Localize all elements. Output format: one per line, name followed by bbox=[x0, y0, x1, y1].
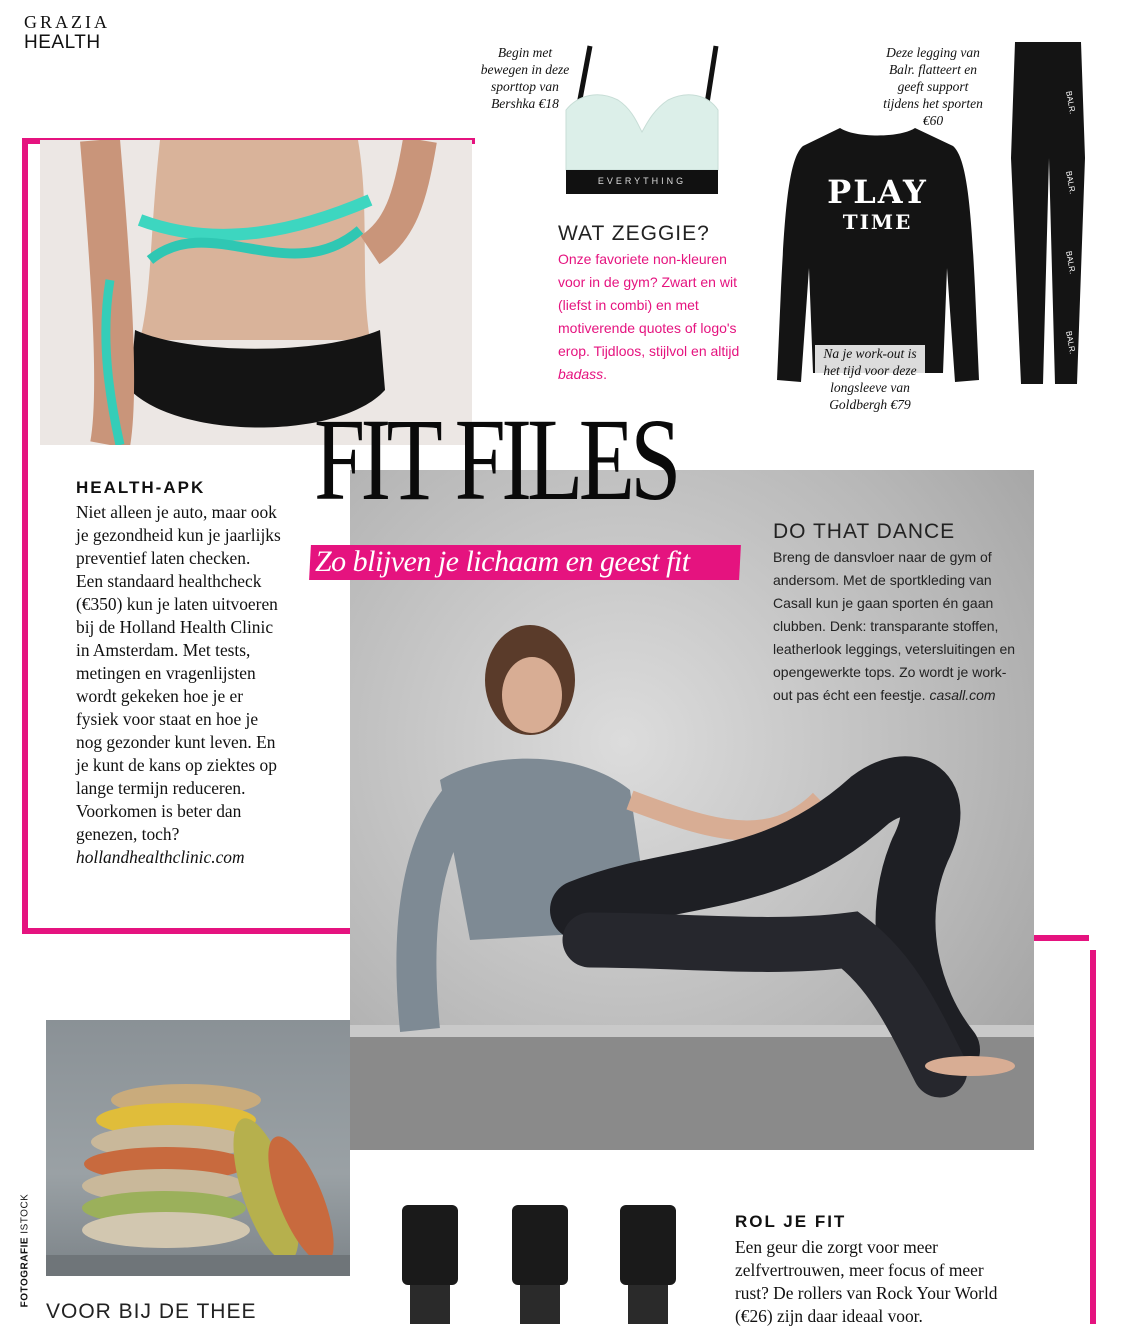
dance-link[interactable]: casall.com bbox=[929, 687, 996, 703]
biscuits-illustration bbox=[46, 1020, 350, 1276]
health-apk-text: Niet alleen je auto, maar ook je gezondheid kun je jaarlijks preventief laten checken. Een standaard healthcheck (€350) kun je laten uitvoeren bij de Holland Health Clinic in Amsterdam. Met tests, metingen en vragenlijsten wordt gekeken hoe je er fysiek voor staat en hoe je nog gezonder kunt leven. En je kunt de kans op ziektes op lange termijn reduceren. Voorkomen is beter dan genezen, toch? bbox=[76, 502, 281, 844]
health-apk-body bbox=[76, 501, 281, 869]
legging-caption: Deze legging van Balr. flatteert en geeft support tijdens het sporten €60 bbox=[883, 45, 983, 128]
legging-print-4: BALR. bbox=[1064, 330, 1078, 355]
hero-subtitle: Zo blijven je lichaam en geest fit bbox=[315, 545, 690, 578]
pink-frame-left bbox=[22, 138, 28, 928]
sports-bra-band-text: EVERYTHING bbox=[597, 176, 687, 186]
photo-credit bbox=[19, 1194, 30, 1308]
hero-title: FIT FILES bbox=[314, 394, 677, 525]
legging-image bbox=[1005, 38, 1087, 388]
wat-zeggie-emphasis: badass bbox=[558, 366, 604, 382]
roller-bottles-image bbox=[400, 1205, 700, 1324]
sports-bra-image bbox=[558, 40, 726, 200]
brand-health: HEALTH bbox=[24, 32, 101, 53]
pink-frame-right-stub bbox=[1034, 935, 1089, 941]
dance-text: Breng de dansvloer naar de gym of andersom. Met de sportkleding van Casall kun je gaan sporten én gaan clubben. Denk: transparante stoffen, leatherlook leggings, vetersluitingen en opengewerkte tops. Zo wordt je work-out pas écht een feestje. bbox=[773, 549, 1016, 703]
credit-label: FOTOGRAFIE bbox=[19, 1236, 31, 1308]
health-apk-title: HEALTH-APK bbox=[76, 478, 206, 497]
dance-body bbox=[773, 546, 1018, 707]
dance-title: DO THAT DANCE bbox=[773, 520, 956, 543]
wat-zeggie-body bbox=[558, 248, 748, 386]
tea-biscuits-photo bbox=[46, 1020, 350, 1276]
legging-illustration bbox=[1005, 38, 1087, 388]
brand-grazia: GRAZIA bbox=[24, 12, 110, 32]
legging-print-3: BALR. bbox=[1064, 250, 1078, 275]
sweater-play-text: PLAY bbox=[827, 173, 928, 211]
thee-title: VOOR BIJ DE THEE bbox=[46, 1300, 257, 1323]
wat-zeggie-text: Onze favoriete non-kleuren voor in de gym? Zwart en wit (liefst in combi) en met motiverende quotes of logo's erop. Tijdloos, stijlvol en altijd bbox=[558, 251, 740, 359]
legging-print-1: BALR. bbox=[1064, 90, 1078, 115]
sporttop-caption: Begin met bewegen in deze sporttop van Bershka €18 bbox=[480, 45, 570, 111]
sweater-time-text: TIME bbox=[842, 210, 913, 234]
rol-body: Een geur die zorgt voor meer zelfvertrouwen, meer focus of meer rust? De rollers van Rock Your World (€26) zijn daar ideaal voor. bbox=[735, 1237, 998, 1326]
credit-value: ISTOCK bbox=[19, 1193, 31, 1234]
rol-title: ROL JE FIT bbox=[735, 1212, 847, 1231]
brand-logo bbox=[24, 12, 110, 54]
pink-frame-right bbox=[1090, 950, 1096, 1324]
legging-print-2: BALR. bbox=[1064, 170, 1078, 195]
wat-zeggie-title: WAT ZEGGIE? bbox=[558, 222, 710, 245]
health-apk-link[interactable]: hollandhealthclinic.com bbox=[76, 847, 245, 867]
pink-frame-bottom-left bbox=[22, 928, 352, 934]
roller-bottles-illustration bbox=[400, 1205, 700, 1324]
longsleeve-caption: Na je work-out is het tijd voor deze longsleeve van Goldbergh €79 bbox=[815, 345, 925, 413]
wat-zeggie-end: . bbox=[603, 366, 608, 382]
